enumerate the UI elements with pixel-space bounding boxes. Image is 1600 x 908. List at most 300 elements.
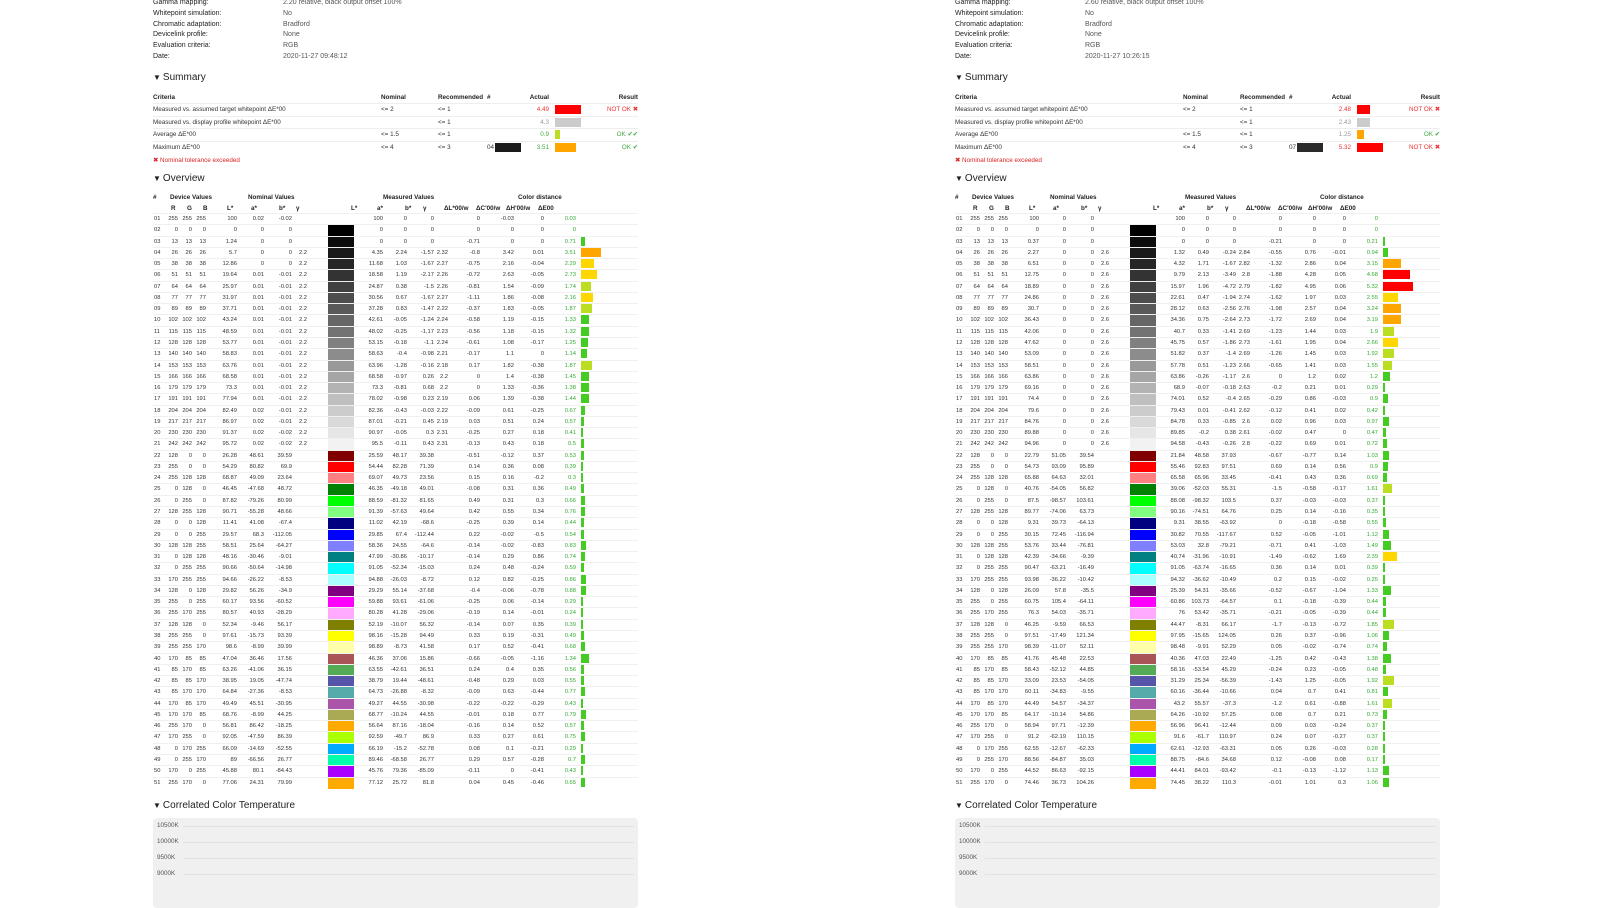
cell: 93.39 [277, 632, 292, 639]
cct-tick-label: 9500K [959, 854, 978, 861]
cell: 2.84 [1238, 249, 1250, 256]
cell: -8.99 [250, 711, 264, 718]
delta-e-bar [1383, 687, 1388, 696]
cell: 0.76 [1304, 249, 1316, 256]
delta-e-bar [1383, 451, 1389, 460]
cell: 0.7 [1307, 711, 1316, 718]
cell: -0.01 [278, 306, 292, 313]
info-value-date: 2020-11-27 09:48:12 [283, 52, 348, 60]
cct-tick-label: 10500K [959, 822, 981, 829]
cell: 170 [168, 576, 178, 583]
cell: 0.14 [532, 520, 544, 527]
summary-actual: 4.3 [540, 118, 549, 126]
cell: 217 [984, 418, 994, 425]
cell: 43.2 [1173, 700, 1185, 707]
cell: -66.56 [247, 756, 264, 763]
delta-e-bar [1383, 338, 1398, 347]
cell: 0 [990, 587, 994, 594]
summary-result: OK ✔ [1423, 131, 1440, 139]
cell: -0.66 [466, 655, 480, 662]
table-row [955, 641, 1440, 652]
cell: -0.24 [530, 565, 544, 572]
cell: -0.14 [530, 599, 544, 606]
cell: 93.09 [1051, 463, 1066, 470]
cell: 140 [970, 351, 980, 358]
cell: 0.47 [1197, 294, 1209, 301]
cell: 11 [154, 328, 161, 335]
cell: -0.41 [1268, 475, 1282, 482]
cell: 64 [171, 283, 178, 290]
cell: -18.25 [275, 723, 292, 730]
cell: 103.5 [1221, 497, 1236, 504]
cell: 13 [185, 238, 192, 245]
cell: 26 [973, 249, 980, 256]
delta-e-bar [581, 732, 585, 741]
cct-tick-label: 9000K [157, 870, 176, 877]
cell: 0.45 [502, 779, 514, 786]
cell: 36.51 [419, 666, 434, 673]
overview-section-toggle[interactable] [153, 173, 205, 184]
cell: -0.39 [1332, 610, 1346, 617]
cell: -0.37 [466, 306, 480, 313]
cell: -0.2 [1199, 430, 1209, 437]
overview-group-header [153, 192, 638, 203]
table-row [153, 495, 638, 506]
cell: -0.15 [530, 317, 544, 324]
cell: 94.96 [1024, 441, 1039, 448]
delta-e-bar [581, 744, 583, 753]
cell: -0.12 [1268, 407, 1282, 414]
cell: 1.92 [1366, 351, 1378, 358]
overview-header-num: # [153, 194, 157, 201]
cell: 0 [976, 497, 980, 504]
cell: 0.48 [1366, 666, 1378, 673]
cell: 2.74 [1238, 294, 1250, 301]
cell: 0 [1090, 216, 1094, 222]
info-row-chromatic [955, 20, 1204, 31]
cell: 255 [970, 475, 980, 482]
delta-e-bar [1383, 349, 1394, 358]
delta-e-bar [1383, 496, 1385, 505]
cell: -15.73 [247, 632, 264, 639]
cell: 44 [956, 700, 963, 707]
overview-header-num: # [955, 194, 959, 201]
cell: 0.49 [564, 632, 576, 639]
cell: -0.4 [397, 351, 407, 358]
cell: 47 [956, 734, 963, 741]
cell: -35.71 [1077, 610, 1094, 617]
cell: 0 [976, 756, 980, 763]
cell: -0.85 [1222, 418, 1236, 425]
cell: 68.9 [1173, 385, 1185, 392]
cct-chart [153, 818, 638, 908]
summary-bar [555, 118, 581, 127]
cell: 2.6 [1100, 261, 1109, 268]
summary-recommended: <= 1 [1240, 106, 1253, 114]
overview-col-header: ΔC'00/w [1278, 204, 1303, 212]
cell: 0 [1062, 216, 1066, 222]
cell: 0 [1312, 216, 1316, 222]
cell: 85 [199, 711, 206, 718]
cell: 0.29 [564, 599, 576, 606]
cell: 93.98 [1024, 576, 1039, 583]
cell: 0.03 [1334, 418, 1346, 425]
cell: 2.6 [1100, 328, 1109, 335]
cell: 54.31 [1194, 587, 1209, 594]
overview-rows [955, 213, 1440, 788]
cell: 2.6 [1241, 418, 1250, 425]
cell: 153 [984, 362, 994, 369]
cell: 1.03 [1366, 452, 1378, 459]
table-row [153, 472, 638, 483]
cell: 67.4 [395, 531, 407, 538]
cell: 128 [168, 542, 178, 549]
cell: 0.05 [1334, 272, 1346, 279]
cell: 0 [540, 351, 544, 358]
overview-col-header: a* [1053, 204, 1059, 212]
cell: 69.9 [280, 463, 292, 470]
cell: 71.39 [419, 463, 434, 470]
cell: 36.46 [249, 655, 264, 662]
cell: 89.88 [1024, 430, 1039, 437]
cell: 45.29 [1221, 666, 1236, 673]
overview-section-toggle[interactable] [955, 173, 1007, 184]
delta-e-bar [581, 248, 601, 257]
cell: 17 [956, 396, 963, 403]
cell: 1.19 [502, 317, 514, 324]
cell: -116.94 [1074, 531, 1094, 538]
cell: -36.22 [1049, 576, 1066, 583]
summary-actual: 4.49 [536, 106, 549, 114]
cell: 0 [260, 261, 264, 268]
cell: 4.28 [1304, 272, 1316, 279]
cell: 37.06 [392, 655, 407, 662]
cell: 0.18 [532, 441, 544, 448]
cell: 5.32 [1366, 283, 1378, 290]
cell: 5.7 [228, 249, 237, 256]
cell: -0.1 [1272, 768, 1282, 775]
cell: 1.39 [502, 396, 514, 403]
cell: 70.55 [1194, 531, 1209, 538]
delta-e-bar [581, 530, 584, 539]
cell: 0.02 [252, 407, 264, 414]
cell: 43 [154, 689, 161, 696]
delta-e-bar [1383, 654, 1391, 663]
table-row [955, 686, 1440, 697]
cell: -30.46 [247, 554, 264, 561]
info-row-date [955, 52, 1204, 63]
cell: 0 [1062, 373, 1066, 380]
cell: 0 [403, 216, 407, 222]
delta-e-bar [581, 665, 584, 674]
cell: 0.77 [532, 711, 544, 718]
table-row [153, 337, 638, 348]
cell: 22.61 [1170, 294, 1185, 301]
info-row-evaluation [153, 41, 402, 52]
cell: 0.79 [564, 711, 576, 718]
cell: 54.03 [1051, 610, 1066, 617]
cell: 2.6 [1100, 418, 1109, 425]
cell: 2.57 [1304, 306, 1316, 313]
cct-section-toggle[interactable] [955, 800, 1097, 811]
cell: -0.25 [466, 430, 480, 437]
cell: 97.71 [1051, 723, 1066, 730]
cell: 0.37 [532, 452, 544, 459]
table-row [153, 326, 638, 337]
cell: 1.2 [1307, 373, 1316, 380]
cell: -0.05 [530, 306, 544, 313]
cell: -0.15 [530, 328, 544, 335]
cell: 170 [182, 666, 192, 673]
cell: 217 [970, 418, 980, 425]
cell: -63.74 [1192, 565, 1209, 572]
cell: 0 [1004, 452, 1008, 459]
cell: 0 [1090, 351, 1094, 358]
table-row [153, 743, 638, 754]
delta-e-bar [1383, 665, 1386, 674]
cell: 0 [403, 238, 407, 245]
cell: 51.82 [1170, 351, 1185, 358]
summary-section-toggle[interactable] [955, 72, 1008, 83]
cell: 39.99 [277, 644, 292, 651]
cell: 0.43 [564, 700, 576, 707]
cell: -8.72 [420, 576, 434, 583]
cell: 39.59 [277, 452, 292, 459]
cell: 242 [984, 441, 994, 448]
cell: -0.39 [1332, 599, 1346, 606]
cell: -1.47 [420, 306, 434, 313]
cell: -15.2 [393, 745, 407, 752]
cell: 45.51 [249, 700, 264, 707]
cell: 0.43 [422, 441, 434, 448]
cell: 26 [1001, 249, 1008, 256]
cell: -0.18 [393, 339, 407, 346]
cell: 0.24 [532, 418, 544, 425]
cell: 35.03 [1079, 756, 1094, 763]
cell: 2.82 [1238, 261, 1250, 268]
delta-e-bar [1383, 383, 1385, 392]
cell: 12.75 [1024, 272, 1039, 279]
cell: 51 [987, 272, 994, 279]
delta-e-bar [581, 710, 586, 719]
cell: 18.58 [368, 272, 383, 279]
cell: -0.17 [530, 339, 544, 346]
cell: 40.7 [1173, 328, 1185, 335]
table-row [153, 506, 638, 517]
cell: 255 [984, 497, 994, 504]
table-row [955, 506, 1440, 517]
cell: -1.49 [1268, 554, 1282, 561]
cell: 0 [288, 261, 292, 268]
cell: 80.57 [222, 610, 237, 617]
cell: 39.06 [1170, 486, 1185, 493]
delta-e-bar [1383, 304, 1401, 313]
cell: 0 [1062, 328, 1066, 335]
cell: 0.24 [1270, 734, 1282, 741]
cell: -0.65 [1268, 362, 1282, 369]
cell: 0.01 [1334, 565, 1346, 572]
cell: 1.45 [564, 373, 576, 380]
cell: 242 [168, 441, 178, 448]
cell: -28.29 [275, 610, 292, 617]
cell: 19 [154, 418, 161, 425]
cell: -30.86 [390, 554, 407, 561]
cell: 03 [154, 238, 161, 245]
cell: -35.66 [1219, 587, 1236, 594]
cell: 36.43 [1024, 317, 1039, 324]
cell: 0 [976, 554, 980, 561]
cell: 45.75 [1170, 339, 1185, 346]
cell: 0.96 [1304, 418, 1316, 425]
cell: 6.51 [1027, 261, 1039, 268]
cell: 53.42 [1194, 610, 1209, 617]
cell: 86.9 [422, 734, 434, 741]
cell: 128 [168, 621, 178, 628]
cell: 0 [288, 249, 292, 256]
delta-e-bar [1383, 597, 1386, 606]
cell: 0.9 [1369, 463, 1378, 470]
delta-e-bar [1383, 270, 1410, 279]
cell: 80.1 [252, 768, 264, 775]
cell: 87.01 [368, 418, 383, 425]
cell: -1.23 [1222, 362, 1236, 369]
cell: 0.04 [1334, 306, 1346, 313]
cell: -79.21 [1219, 542, 1236, 549]
table-row [153, 641, 638, 652]
cell: 0.07 [1304, 734, 1316, 741]
info-row-devicelink [955, 30, 1204, 41]
cell: 230 [182, 430, 192, 437]
cell: 103.61 [1076, 497, 1094, 504]
cell: -34.66 [1049, 554, 1066, 561]
cell: 0.5 [567, 441, 576, 448]
cell: 0.01 [252, 317, 264, 324]
cell: 0 [233, 227, 237, 234]
cell: 255 [182, 497, 192, 504]
cell: 40.76 [1024, 486, 1039, 493]
cell: 54.73 [1024, 463, 1039, 470]
cell: 41.08 [249, 520, 264, 527]
cell: 0.14 [1304, 463, 1316, 470]
cell: 2.21 [436, 351, 448, 358]
cell: -30.95 [275, 700, 292, 707]
cell: 100 [373, 216, 383, 222]
cell: 69.07 [368, 475, 383, 482]
summary-header-num: # [487, 94, 491, 101]
table-row [955, 461, 1440, 472]
cell: 0 [188, 768, 192, 775]
cell: -1.62 [1268, 294, 1282, 301]
delta-e-bar [581, 394, 589, 403]
cell: -1.16 [530, 655, 544, 662]
cell: 1.87 [564, 362, 576, 369]
cell: 51 [171, 272, 178, 279]
cell: -0.08 [1302, 756, 1316, 763]
cell: 27 [956, 509, 963, 516]
cell: 64.17 [1024, 711, 1039, 718]
cell: 255 [998, 745, 1008, 752]
summary-actual: 5.32 [1338, 143, 1351, 151]
cell: 0 [379, 227, 383, 234]
summary-section-toggle[interactable] [153, 72, 206, 83]
cell: 46.45 [222, 486, 237, 493]
cell: 88.08 [1170, 497, 1185, 504]
cell: 54.29 [222, 463, 237, 470]
info-label-chromatic: Chromatic adaptation: [153, 20, 222, 28]
cct-tick-label: 10000K [959, 838, 981, 845]
table-row [955, 438, 1440, 449]
cell: 0.03 [1304, 723, 1316, 730]
cell: 0 [976, 745, 980, 752]
info-label-whitepoint: Whitepoint simulation: [955, 9, 1024, 17]
cell: 255 [998, 768, 1008, 775]
cell: 2.22 [436, 407, 448, 414]
cell: 31.97 [222, 294, 237, 301]
cell: 0.07 [502, 621, 514, 628]
cell: 49.09 [249, 475, 264, 482]
cell: -0.03 [1302, 497, 1316, 504]
cell: 26 [154, 497, 161, 504]
cct-gridline [985, 842, 1436, 843]
cell: 0 [1090, 430, 1094, 437]
cct-section-toggle[interactable] [153, 800, 295, 811]
cell: 0 [1232, 216, 1236, 222]
delta-e-bar [1383, 530, 1389, 539]
cell: 49 [956, 756, 963, 763]
cell: -81.32 [390, 497, 407, 504]
cell: 1.95 [1304, 339, 1316, 346]
cct-title: Correlated Color Temperature [162, 800, 296, 811]
cell: 48.58 [1194, 452, 1209, 459]
cell: 2.6 [1100, 249, 1109, 256]
cell: 0 [202, 227, 206, 234]
cell: 3.19 [1366, 317, 1378, 324]
overview-col-header: ΔL*00/w [1246, 204, 1271, 212]
cell: -0.67 [1302, 587, 1316, 594]
cell: 2.63 [1238, 385, 1250, 392]
cell: 57.8 [1054, 587, 1066, 594]
cell: -9.91 [1195, 644, 1209, 651]
cell: 170 [196, 700, 206, 707]
cell: 102 [998, 317, 1008, 324]
cell: -0.38 [530, 396, 544, 403]
cell: -10.66 [1219, 689, 1236, 696]
cell: 06 [956, 272, 963, 279]
info-label-gamma: Gamma mapping: [955, 0, 1011, 6]
cell: -52.78 [417, 745, 434, 752]
summary-header-actual: Actual [1331, 94, 1351, 101]
cell: 41 [154, 666, 161, 673]
cell: 0 [174, 497, 178, 504]
summary-row [153, 128, 638, 140]
cell: -0.62 [1302, 554, 1316, 561]
cell: 2.27 [1027, 249, 1039, 256]
cell: 170 [984, 711, 994, 718]
cell: -14.98 [275, 565, 292, 572]
cell: 51 [199, 272, 206, 279]
cell: 02 [154, 227, 161, 234]
cell: 0.23 [422, 396, 434, 403]
cell: 64.63 [1051, 475, 1066, 482]
table-row [955, 517, 1440, 528]
summary-recommended: <= 3 [1240, 143, 1253, 151]
summary-recommended: <= 1 [1240, 131, 1253, 139]
cell: -0.96 [1332, 632, 1346, 639]
cell: 100 [227, 216, 237, 222]
cell: 0.14 [468, 463, 480, 470]
info-value-whitepoint: No [283, 9, 292, 17]
cell: 34 [154, 587, 161, 594]
